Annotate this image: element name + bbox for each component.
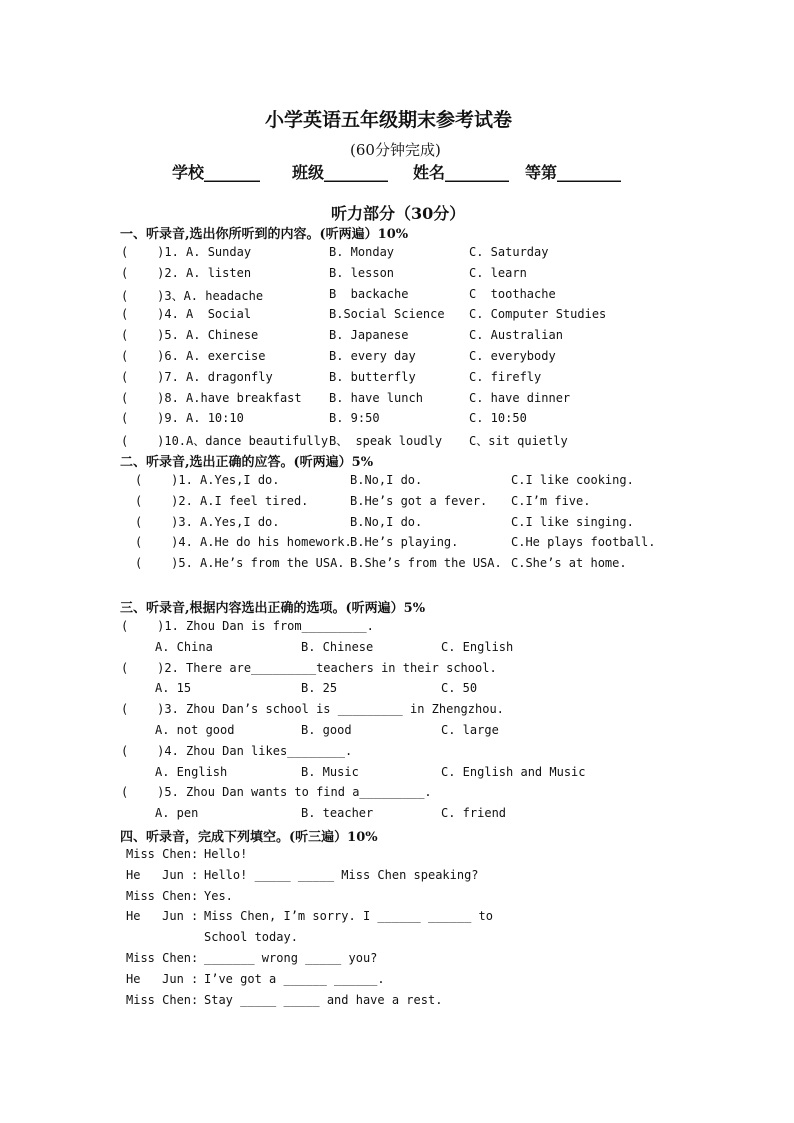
s2-choice-b[interactable]: B.No,I do.: [350, 473, 423, 487]
dialogue-line[interactable]: Miss Chen, I’m sorry. I ______ ______ to: [204, 909, 493, 924]
dialogue-speaker: Miss Chen:: [126, 847, 199, 861]
s1-choice-b[interactable]: B. Monday: [329, 245, 395, 259]
dialogue-speaker: Miss Chen:: [126, 951, 199, 965]
section-1-heading: 一、听录音,选出你所听到的内容。(听两遍）10%: [120, 227, 409, 242]
dialogue-speaker: Miss Chen:: [126, 888, 199, 903]
s2-choice-b[interactable]: B.He’s playing.: [350, 535, 459, 550]
dialogue-speaker: He Jun :: [126, 867, 199, 882]
s3-choice-b[interactable]: B. Music: [301, 764, 359, 779]
s3-question[interactable]: ( )2. There are_________teachers in their school.: [121, 660, 497, 675]
s3-choice-a[interactable]: A. pen: [155, 806, 199, 821]
s2-question-choice-a[interactable]: ( )4. A.He do his homework.: [135, 535, 352, 550]
section-4-heading: 四、听录音，完成下列填空。(听三遍）10%: [120, 830, 378, 845]
listening-part-heading: 听力部分（30分）: [331, 204, 466, 223]
dialogue-line[interactable]: Hello!: [204, 847, 248, 861]
s3-question[interactable]: ( )1. Zhou Dan is from_________.: [121, 619, 374, 633]
dialogue-line[interactable]: _______ wrong _____ you?: [204, 951, 378, 965]
s2-question-choice-a[interactable]: ( )3. A.Yes,I do.: [135, 514, 280, 529]
s1-choice-b[interactable]: B. butterfly: [329, 369, 416, 384]
s1-choice-b[interactable]: B. have lunch: [329, 390, 423, 405]
s3-choice-c[interactable]: C. friend: [441, 806, 507, 821]
s3-choice-c[interactable]: C. English: [441, 639, 514, 654]
s1-choice-c[interactable]: C、sit quietly: [469, 434, 568, 449]
s1-choice-c[interactable]: C. Saturday: [469, 245, 549, 259]
s2-choice-c[interactable]: C.I like cooking.: [511, 473, 634, 487]
s1-choice-b[interactable]: B backache: [329, 286, 409, 301]
s1-choice-c[interactable]: C. 10:50: [469, 411, 527, 426]
s1-question-choice-a[interactable]: ( )3、A. headache: [121, 288, 264, 303]
s1-question-choice-a[interactable]: ( )1. A. Sunday: [121, 245, 252, 259]
s3-choice-a[interactable]: A. China: [155, 639, 213, 654]
grade-field[interactable]: 等第________: [525, 163, 622, 182]
exam-title: 小学英语五年级期末参考试卷: [265, 109, 513, 131]
s1-question-choice-a[interactable]: ( )4. A Social: [121, 307, 252, 322]
s1-question-choice-a[interactable]: ( )8. A.have breakfast: [121, 390, 302, 405]
s2-question-choice-a[interactable]: ( )5. A.He’s from the USA.: [135, 556, 345, 571]
s1-choice-c[interactable]: C. firefly: [469, 369, 542, 384]
dialogue-line[interactable]: School today.: [204, 930, 298, 945]
s1-choice-c[interactable]: C toothache: [469, 286, 556, 301]
s2-question-choice-a[interactable]: ( )2. A.I feel tired.: [135, 493, 309, 508]
s1-question-choice-a[interactable]: ( )7. A. dragonfly: [121, 369, 273, 384]
s3-choice-b[interactable]: B. teacher: [301, 806, 374, 821]
dialogue-line[interactable]: I’ve got a ______ ______.: [204, 971, 385, 986]
s1-choice-b[interactable]: B. every day: [329, 349, 416, 363]
s1-question-choice-a[interactable]: ( )5. A. Chinese: [121, 328, 259, 343]
dialogue-speaker: He Jun :: [126, 909, 199, 924]
s1-question-choice-a[interactable]: ( )2. A. listen: [121, 265, 252, 280]
s2-choice-b[interactable]: B.She’s from the USA.: [350, 556, 502, 571]
section-3-heading: 三、听录音,根据内容选出正确的选项。(听两遍）5%: [120, 601, 426, 616]
s1-choice-b[interactable]: B. lesson: [329, 265, 395, 280]
s2-choice-b[interactable]: B.No,I do.: [350, 514, 423, 529]
s3-choice-b[interactable]: B. good: [301, 723, 352, 737]
s1-choice-c[interactable]: C. Australian: [469, 328, 563, 343]
s2-choice-b[interactable]: B.He’s got a fever.: [350, 493, 488, 508]
dialogue-speaker: He Jun :: [126, 971, 199, 986]
s1-choice-c[interactable]: C. have dinner: [469, 390, 571, 405]
s1-choice-c[interactable]: C. learn: [469, 265, 527, 280]
s1-choice-b[interactable]: B. 9:50: [329, 411, 380, 426]
dialogue-speaker: Miss Chen:: [126, 992, 199, 1007]
s1-question-choice-a[interactable]: ( )10.A、dance beautifully: [121, 434, 329, 449]
s2-choice-c[interactable]: C.He plays football.: [511, 535, 656, 550]
section-2-heading: 二、听录音,选出正确的应答。(听两遍）5%: [120, 455, 374, 470]
s3-choice-b[interactable]: B. 25: [301, 681, 338, 696]
time-limit: (60分钟完成): [350, 141, 441, 159]
s3-choice-a[interactable]: A. English: [155, 764, 228, 779]
s3-question[interactable]: ( )3. Zhou Dan’s school is _________ in Zhengzhou.: [121, 702, 504, 717]
dialogue-line[interactable]: Yes.: [204, 888, 233, 903]
s3-question[interactable]: ( )4. Zhou Dan likes________.: [121, 743, 353, 758]
s1-choice-c[interactable]: C. everybody: [469, 349, 556, 363]
s3-choice-a[interactable]: A. 15: [155, 681, 192, 696]
s2-choice-c[interactable]: C.I’m five.: [511, 493, 591, 508]
s1-choice-c[interactable]: C. Computer Studies: [469, 307, 607, 322]
s1-question-choice-a[interactable]: ( )9. A. 10:10: [121, 411, 244, 426]
s1-choice-b[interactable]: B、 speak loudly: [329, 434, 443, 449]
s1-choice-b[interactable]: B.Social Science: [329, 307, 445, 322]
s3-choice-a[interactable]: A. not good: [155, 723, 235, 737]
dialogue-line[interactable]: Hello! _____ _____ Miss Chen speaking?: [204, 867, 479, 882]
s3-choice-c[interactable]: C. 50: [441, 681, 478, 696]
s3-choice-c[interactable]: C. large: [441, 723, 499, 737]
s3-question[interactable]: ( )5. Zhou Dan wants to find a_________.: [121, 785, 432, 800]
dialogue-line[interactable]: Stay _____ _____ and have a rest.: [204, 992, 443, 1007]
s2-choice-c[interactable]: C.I like singing.: [511, 514, 634, 529]
s1-choice-b[interactable]: B. Japanese: [329, 328, 409, 343]
class-field[interactable]: 班级________: [292, 163, 389, 182]
name-field[interactable]: 姓名________: [413, 163, 510, 182]
s3-choice-c[interactable]: C. English and Music: [441, 764, 586, 779]
school-field[interactable]: 学校_______: [172, 163, 261, 182]
s3-choice-b[interactable]: B. Chinese: [301, 639, 374, 654]
s2-choice-c[interactable]: C.She’s at home.: [511, 556, 627, 571]
s2-question-choice-a[interactable]: ( )1. A.Yes,I do.: [135, 473, 280, 487]
s1-question-choice-a[interactable]: ( )6. A. exercise: [121, 349, 266, 363]
